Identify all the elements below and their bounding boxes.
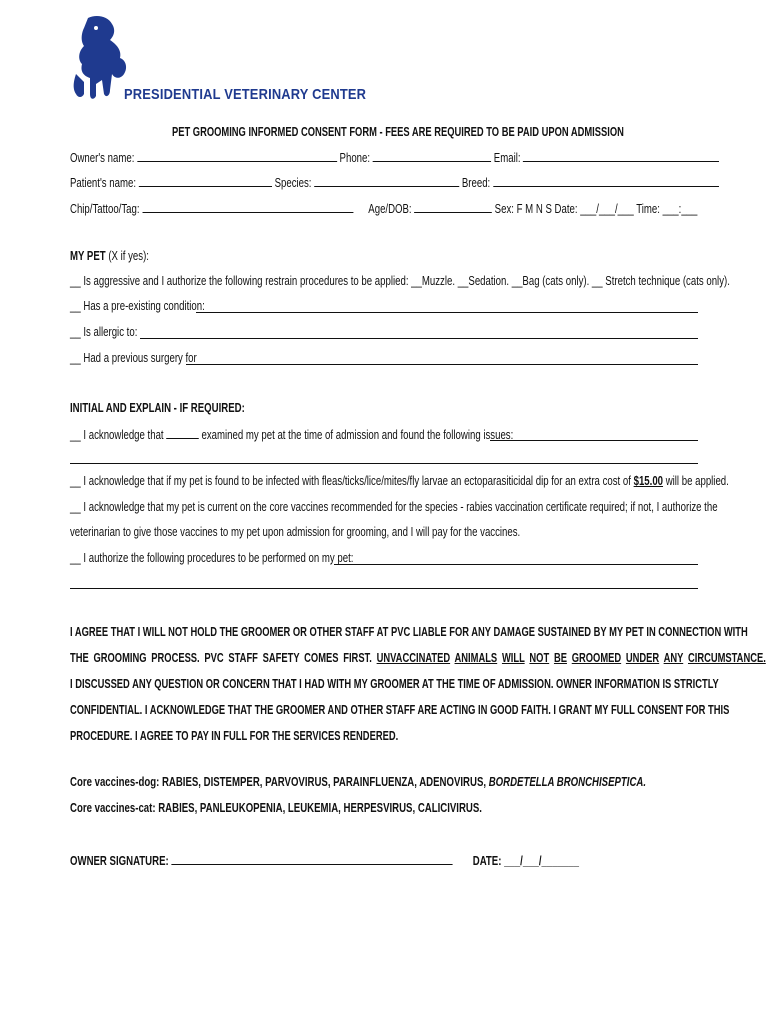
patient-info-row: [70, 174, 770, 190]
age-label: Age/DOB:: [368, 201, 412, 216]
patient-name-field[interactable]: [139, 174, 272, 187]
condition-option[interactable]: __ Has a pre-existing condition:: [70, 298, 205, 313]
ack-vaccine-row-2: veterinarian to give those vaccines to my pet upon admission for grooming, and I will pay for the vaccines.: [70, 524, 521, 539]
exam-issues-field[interactable]: [490, 440, 698, 441]
dog-cat-logo-icon: [70, 14, 130, 102]
owner-name-field[interactable]: [137, 149, 337, 162]
age-field[interactable]: [414, 200, 492, 213]
breed-label: Breed:: [461, 175, 491, 190]
signature-label: OWNER SIGNATURE:: [70, 853, 169, 868]
chip-info-row: [70, 200, 770, 216]
signature-field[interactable]: [171, 852, 452, 865]
owner-name-label: Owner's name:: [70, 150, 135, 165]
phone-label: Phone:: [339, 150, 371, 165]
email-field[interactable]: [523, 149, 719, 162]
core-vaccines-dog: Core vaccines-dog: RABIES, DISTEMPER, PARVOVIRUS, PARAINFLUENZA, ADENOVIRUS, BORDETELLA BRONCHISEPTICA.: [70, 774, 647, 789]
species-field[interactable]: [314, 174, 459, 187]
initial-heading: INITIAL AND EXPLAIN - IF REQUIRED:: [70, 400, 245, 415]
patient-name-label: Patient's name:: [70, 175, 137, 190]
signature-date-label[interactable]: DATE: ___/___/_______: [472, 853, 579, 868]
sex-label: Sex: F M N S: [494, 201, 552, 216]
procedures-field-2[interactable]: [70, 588, 698, 589]
ack-exam-row[interactable]: __ I acknowledge that examined my pet at the time of admission and found the following issues:: [70, 427, 514, 442]
time-label: Time: ___:___: [636, 201, 698, 216]
aggressive-option[interactable]: __ Is aggressive and I authorize the following restrain procedures to be applied: __Muzzle. __Sedation. __Bag (cats only). __ Stretch technique (cats only).: [70, 273, 730, 288]
allergic-field[interactable]: [140, 338, 698, 339]
signature-row: [70, 852, 758, 868]
form-title: PET GROOMING INFORMED CONSENT FORM - FEES ARE REQUIRED TO BE PAID UPON ADMISSION: [172, 124, 624, 139]
exam-issues-field-2[interactable]: [70, 463, 698, 464]
surgery-field[interactable]: [186, 364, 698, 365]
ack-vaccine-row[interactable]: __ I acknowledge that my pet is current on the core vaccines recommended for the species - rabies vaccination certificate required; if not, I authorize the: [70, 499, 718, 514]
surgery-option[interactable]: __ Had a previous surgery for: [70, 350, 197, 365]
chip-field[interactable]: [142, 200, 353, 213]
authorize-row[interactable]: __ I authorize the following procedures to be performed on my pet:: [70, 550, 354, 565]
examiner-field[interactable]: [166, 426, 199, 439]
consent-form-page: PRESIDENTIAL VETERINARY CENTER PET GROOMING INFORMED CONSENT FORM - FEES ARE REQUIRED TO BE PAID UPON ADMISSION Owner's name: Phone: Email: Patient's name: Species: Breed: Chip/Tattoo/Tag: Age/DOB: Sex: F M N S Date: ___/___/___ Time: ___:___ MY PET (X if yes): __ Is aggressive and I authorize the following restrain procedures to be applied: __Muzzle. __Sedation. __Bag (cats only). __ Stretch technique (cats only). __ Has a pre-existing condition: __ Is allergic to: __ Had a previous surgery for INITIAL AND EXPLAIN - IF REQUIRED: __ I acknowledge that examined my pet at the time of admission and found the following issues: __ I acknowledge that if my pet is found to be infected with fleas/ticks/lice/mites/fly larvae an ectoparasiticidal dip for an extra cost of $15.00 will be applied. __ I acknowledge that my pet is current on the core vaccines recommended for the species - rabies vaccination certificate required; if not, I authorize the veterinarian to give those vaccines to my pet upon admission for grooming, and I will pay for the vaccines. __ I authorize the following procedures to be performed on my pet: I AGREE THAT I WILL NOT HOLD THE GROOMER OR OTHER STAFF AT PVC LIABLE FOR ANY DAMAGE SUSTAINED BY MY PET IN CONNECTION WITH THE GROOMING PROCESS. PVC STAFF SAFETY COMES FIRST. UNVACCINATED ANIMALS WILL NOT BE GROOMED UNDER ANY CIRCUMSTANCE. I DISCUSSED ANY QUESTION OR CONCERN THAT I HAD WITH MY GROOMER AT THE TIME OF ADMISSION. OWNER INFORMATION IS STRICTLY CONFIDENTIAL. I ACKNOWLEDGE THAT THE GROOMER AND OTHER STAFF ARE ACTING IN GOOD FAITH. I GRANT MY FULL CONSENT FOR THIS PROCEDURE. I AGREE TO PAY IN FULL FOR THE SERVICES RENDERED. Core vaccines-dog: RABIES, DISTEMPER, PARVOVIRUS, PARAINFLUENZA, ADENOVIRUS, BORDETELLA BRONCHISEPTICA. Core vaccines-cat: RABIES, PANLEUKOPENIA, LEUKEMIA, HERPESVIRUS, CALICIVIRUS. OWNER SIGNATURE: DATE: ___/___/_______: [0, 0, 770, 1024]
date-label: Date: ___/___/___: [554, 201, 634, 216]
species-label: Species:: [274, 175, 312, 190]
allergic-option[interactable]: __ Is allergic to:: [70, 324, 138, 339]
procedures-field[interactable]: [334, 564, 698, 565]
breed-field[interactable]: [493, 174, 719, 187]
owner-info-row: [70, 149, 770, 165]
email-label: Email:: [493, 150, 521, 165]
condition-field[interactable]: [196, 312, 698, 313]
core-vaccines-cat: Core vaccines-cat: RABIES, PANLEUKOPENIA, LEUKEMIA, HERPESVIRUS, CALICIVIRUS.: [70, 800, 482, 815]
phone-field[interactable]: [373, 149, 491, 162]
ack-fleas-row[interactable]: __ I acknowledge that if my pet is found to be infected with fleas/ticks/lice/mites/fly larvae an ectoparasiticidal dip for an extra cost of $15.00 will be applied.: [70, 473, 729, 488]
clinic-name: PRESIDENTIAL VETERINARY CENTER: [124, 86, 367, 103]
chip-label: Chip/Tattoo/Tag:: [70, 201, 140, 216]
my-pet-heading: MY PET (X if yes):: [70, 248, 149, 263]
